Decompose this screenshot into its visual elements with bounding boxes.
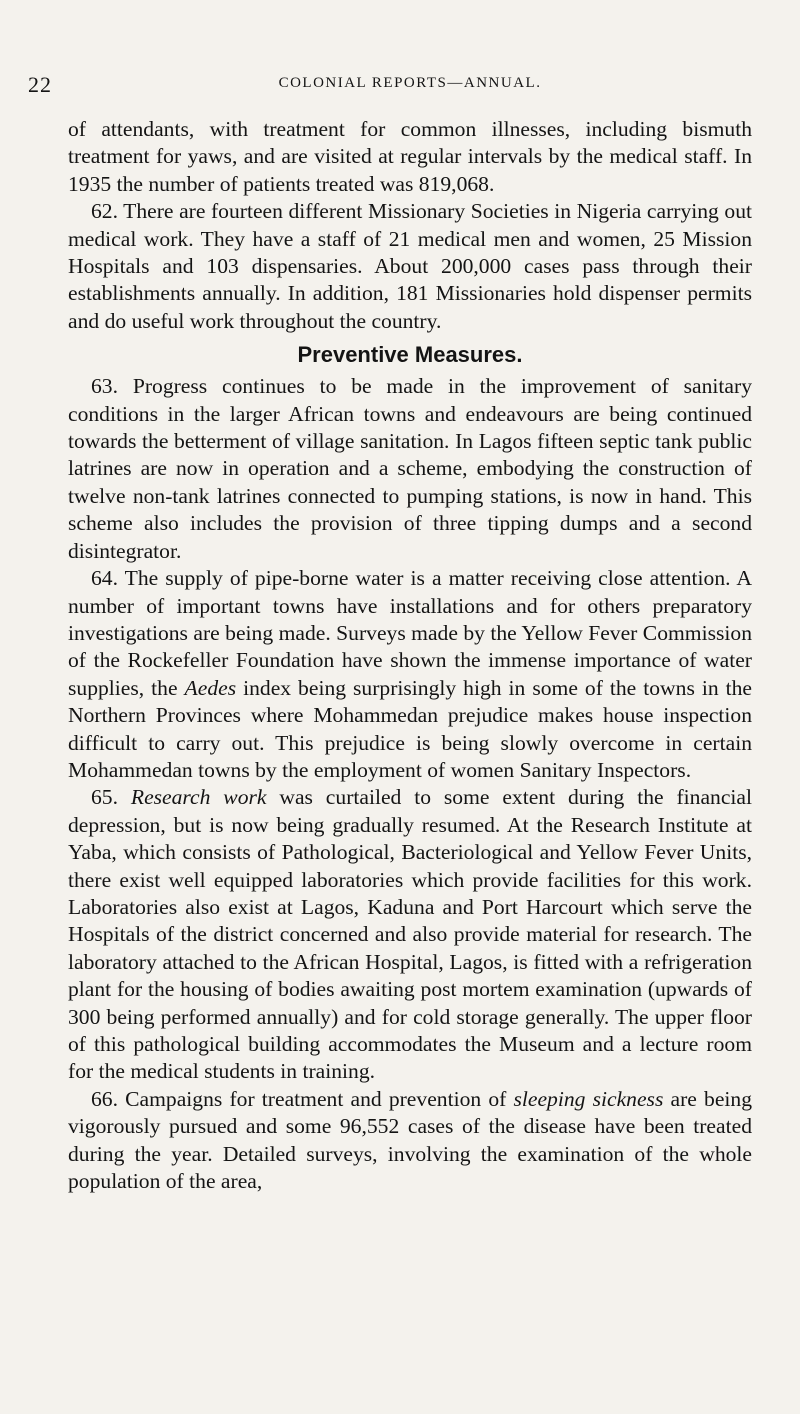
running-title: COLONIAL REPORTS—ANNUAL. [278,75,542,91]
paragraph-64-text-2: index being surprisingly high in some of the towns in the Northern Provinces where Mohammedan prejudice makes house inspection difficult to carry out. This prejudice is being slowly overcome in certain Mohammedan towns by the employment of women Sanitary Inspectors. [68,675,752,782]
paragraph-64 [68,565,752,784]
paragraph-66 [68,1086,752,1196]
running-header [28,72,752,102]
body-text [68,116,752,1195]
section-heading: Preventive Measures. [297,342,523,368]
aedes-term: Aedes [184,675,237,700]
sleeping-sickness-term: sleeping sickness [513,1086,664,1111]
paragraph-61-continued: of attendants, with treatment for common illnesses, including bismuth treatment for yaws, and are visited at regular intervals by the medical staff. In 1935 the number of patients treated was 819,068. [68,117,752,196]
paragraph-62: 62. There are fourteen different Missionary Societies in Nigeria carrying out medical work. They have a staff of 21 medical men and women, 25 Mission Hospitals and 103 dispensaries. About 200,000 cases pass through their establishments annually. In addition, 181 Missionaries hold dispenser permits and do useful work throughout the country. [68,199,752,333]
paragraph-65 [68,784,752,1085]
paragraph-66-text-1: 66. Campaigns for treatment and prevention of [91,1086,514,1111]
page-number: 22 [28,72,52,97]
paragraph-65-number: 65. [91,785,131,810]
paragraph-66-text-2: are being vigorously pursued and some 96,552 cases of the disease have been treated during the year. Detailed surveys, involving the examination of the whole population of the area, [68,1086,753,1194]
paragraph-64-text-1: 64. The supply of pipe-borne water is a matter receiving close attention. A number of important towns have installations and for others preparatory investigations are being made. Surveys made by the Yellow Fever Commission of the Rockefeller Foundation have shown the immense importance of water supplies, the [68,566,752,700]
paragraph-65-text: was curtailed to some extent during the financial depression, but is now being gradually resumed. At the Research Institute at Yaba, which consists of Pathological, Bacteriological and Yellow Fever Units, there exist well equipped laboratories which provide facilities for this work. Laboratories also exist at Lagos, Kaduna and Port Harcourt which serve the Hospitals of the district concerned and also provide material for research. The laboratory attached to the African Hospital, Lagos, is fitted with a refrigeration plant for the housing of bodies awaiting post mortem examination (upwards of 300 being performed annually) and for cold storage generally. The upper floor of this pathological building accommodates the Museum and a lecture room for the medical students in training. [68,785,752,1084]
research-work-term: Research work [130,785,267,810]
paragraph-63: 63. Progress continues to be made in the improvement of sanitary conditions in the larger African towns and endeavours are being continued towards the betterment of village sanitation. In Lagos fifteen septic tank public latrines are now in operation and a scheme, embodying the construction of twelve non-tank latrines connected to pumping stations, is now in hand. This scheme also includes the provision of three tipping dumps and a second disintegrator. [68,374,752,563]
